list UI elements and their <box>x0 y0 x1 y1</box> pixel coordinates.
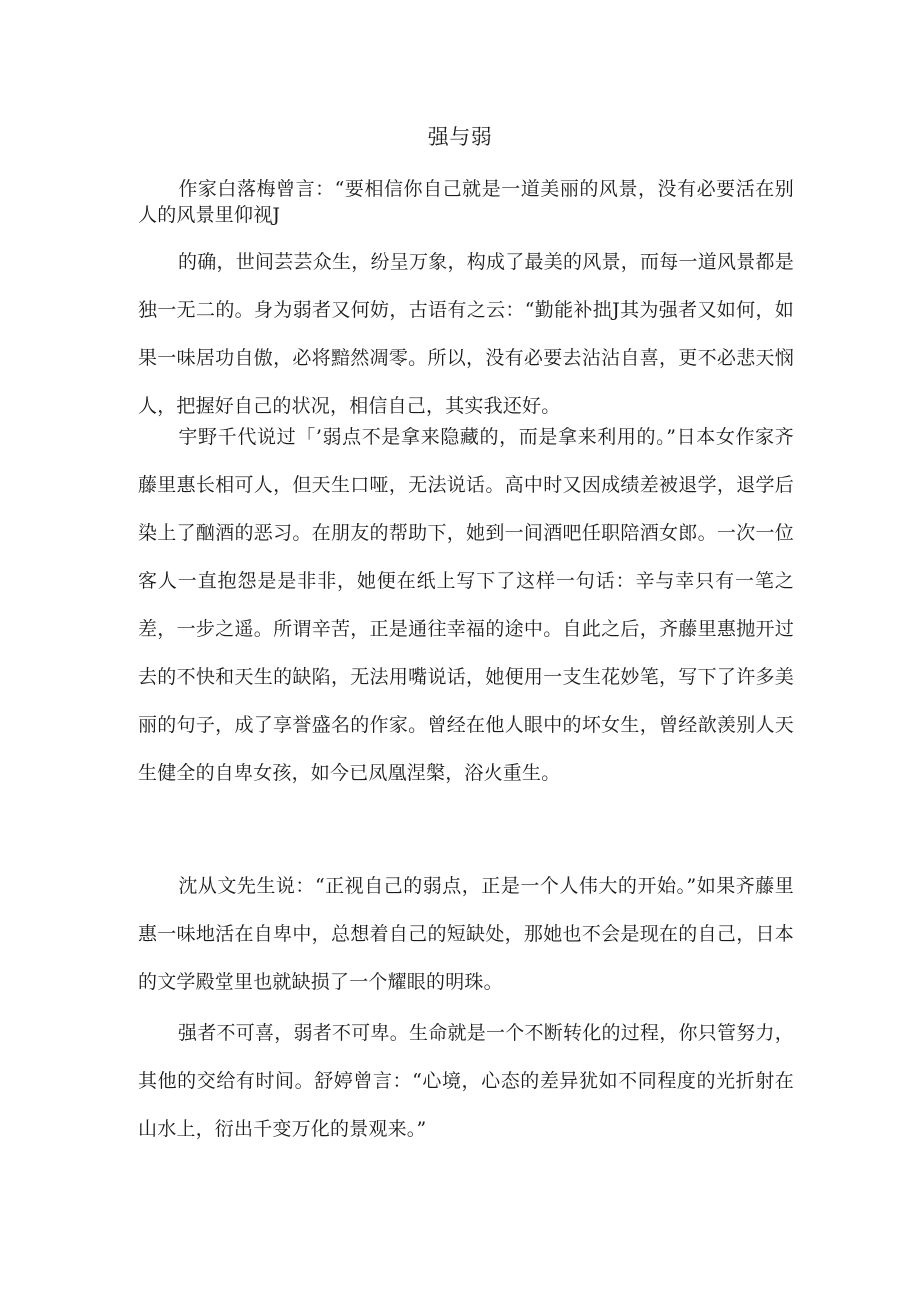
paragraph-1-text: 作家白落梅曾言：“要相信你自己就是一道美丽的风景，没有必要活在别人的风景里仰视J <box>138 178 794 226</box>
paragraph-5 <box>138 1009 794 1153</box>
paragraph-2 <box>138 238 794 430</box>
paragraph-4 <box>138 862 794 1006</box>
paragraph-3-text: 宇野千代说过「’弱点不是拿来隐藏的，而是拿来利用的。”日本女作家齐藤里惠长相可人，但天生口哑，无法说话。高中时又因成绩差被退学，退学后染上了酗酒的恶习。在朋友的帮助下，她到一间酒吧任职陪酒女郎。一次一位客人一直抱怨是是非非，她便在纸上写下了这样一句话：辛与幸只有一笔之差，一步之遥。所谓辛苦，正是通往幸福的途中。自此之后，齐藤里惠抛开过去的不快和天生的缺陷，无法用嘴说话，她便用一支生花妙笔，写下了许多美丽的句子，成了享誉盛名的作家。曾经在他人眼中的坏女生，曾经歆羡别人天生健全的自卑女孩，如今已凤凰涅槃，浴火重生。 <box>138 426 794 784</box>
paragraph-2-text: 的确，世间芸芸众生，纷呈万象，构成了最美的风景，而每一道风景都是独一无二的。身为弱者又何妨，古语有之云：“勤能补拙J其为强者又如何，如果一味居功自傲，必将黯然凋零。所以，没有必要去沾沾自喜，更不必悲天悯人，把握好自己的状况，相信自己，其实我还好。 <box>138 251 794 417</box>
paragraph-1 <box>138 176 794 228</box>
paragraph-4-text: 沈从文先生说：“正视自己的弱点，正是一个人伟大的开始。”如果齐藤里惠一味地活在自卑中，总想着自己的短缺处，那她也不会是现在的自己，日本的文学殿堂里也就缺损了一个耀眼的明珠。 <box>138 875 794 993</box>
paragraph-5-text: 强者不可喜，弱者不可卑。生命就是一个不断转化的过程，你只管努力，其他的交给有时间。舒婷曾言：“心境，心态的差异犹如不同程度的光折射在山水上，衍出千变万化的景观来。” <box>138 1022 794 1140</box>
paragraph-3 <box>138 413 794 797</box>
document-title: 强与弱 <box>427 125 493 149</box>
